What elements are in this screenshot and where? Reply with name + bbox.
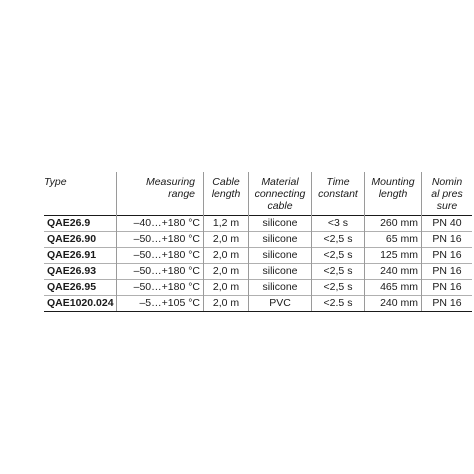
table-row [44, 248, 472, 264]
cell-mounting: 240 mm [365, 264, 422, 280]
cell-cable: 2,0 m [204, 296, 249, 312]
table-header-row [44, 172, 472, 216]
cell-type: QAE26.90 [44, 232, 117, 248]
cell-time: <2,5 s [312, 280, 365, 296]
cell-range: –5…+105 °C [117, 296, 204, 312]
cell-range: –50…+180 °C [117, 248, 204, 264]
header-cable-length: Cable length [204, 172, 249, 216]
cell-pressure: PN 16 [422, 280, 473, 296]
cell-type: QAE26.91 [44, 248, 117, 264]
table-row [44, 280, 472, 296]
cell-mounting: 125 mm [365, 248, 422, 264]
cell-cable: 1,2 m [204, 216, 249, 232]
cell-type: QAE26.9 [44, 216, 117, 232]
header-mounting-length: Mounting length [365, 172, 422, 216]
header-nominal-pressure [422, 172, 473, 216]
cell-time: <2.5 s [312, 296, 365, 312]
specification-table [44, 172, 472, 312]
table-row [44, 216, 472, 232]
header-type: Type [44, 176, 67, 188]
cell-range: –50…+180 °C [117, 264, 204, 280]
table-row [44, 232, 472, 248]
cell-mounting: 465 mm [365, 280, 422, 296]
header-measuring-range: Measuring range [117, 172, 204, 216]
cell-mounting: 260 mm [365, 216, 422, 232]
header-nominal-pressure-text: Nominal pressure [431, 176, 463, 212]
cell-time: <3 s [312, 216, 365, 232]
cell-material: silicone [249, 248, 312, 264]
cell-cable: 2,0 m [204, 264, 249, 280]
header-time-constant: Time constant [312, 172, 365, 216]
cell-type: QAE26.95 [44, 280, 117, 296]
cell-time: <2,5 s [312, 248, 365, 264]
cell-cable: 2,0 m [204, 280, 249, 296]
cell-range: –40…+180 °C [117, 216, 204, 232]
cell-material: silicone [249, 280, 312, 296]
cell-pressure: PN 40 [422, 216, 473, 232]
cell-time: <2,5 s [312, 264, 365, 280]
cell-mounting: 240 mm [365, 296, 422, 312]
cell-type: QAE1020.024 [44, 296, 117, 312]
table-row [44, 264, 472, 280]
cell-material: silicone [249, 264, 312, 280]
cell-range: –50…+180 °C [117, 280, 204, 296]
cell-cable: 2,0 m [204, 248, 249, 264]
cell-pressure: PN 16 [422, 248, 473, 264]
cell-cable: 2,0 m [204, 232, 249, 248]
cell-material: PVC [249, 296, 312, 312]
cell-pressure: PN 16 [422, 296, 473, 312]
cell-mounting: 65 mm [365, 232, 422, 248]
table-row [44, 296, 472, 312]
cell-material: silicone [249, 216, 312, 232]
cell-time: <2,5 s [312, 232, 365, 248]
cell-range: –50…+180 °C [117, 232, 204, 248]
cell-type: QAE26.93 [44, 264, 117, 280]
header-material: Material connecting cable [249, 172, 312, 216]
cell-pressure: PN 16 [422, 264, 473, 280]
cell-material: silicone [249, 232, 312, 248]
cell-pressure: PN 16 [422, 232, 473, 248]
